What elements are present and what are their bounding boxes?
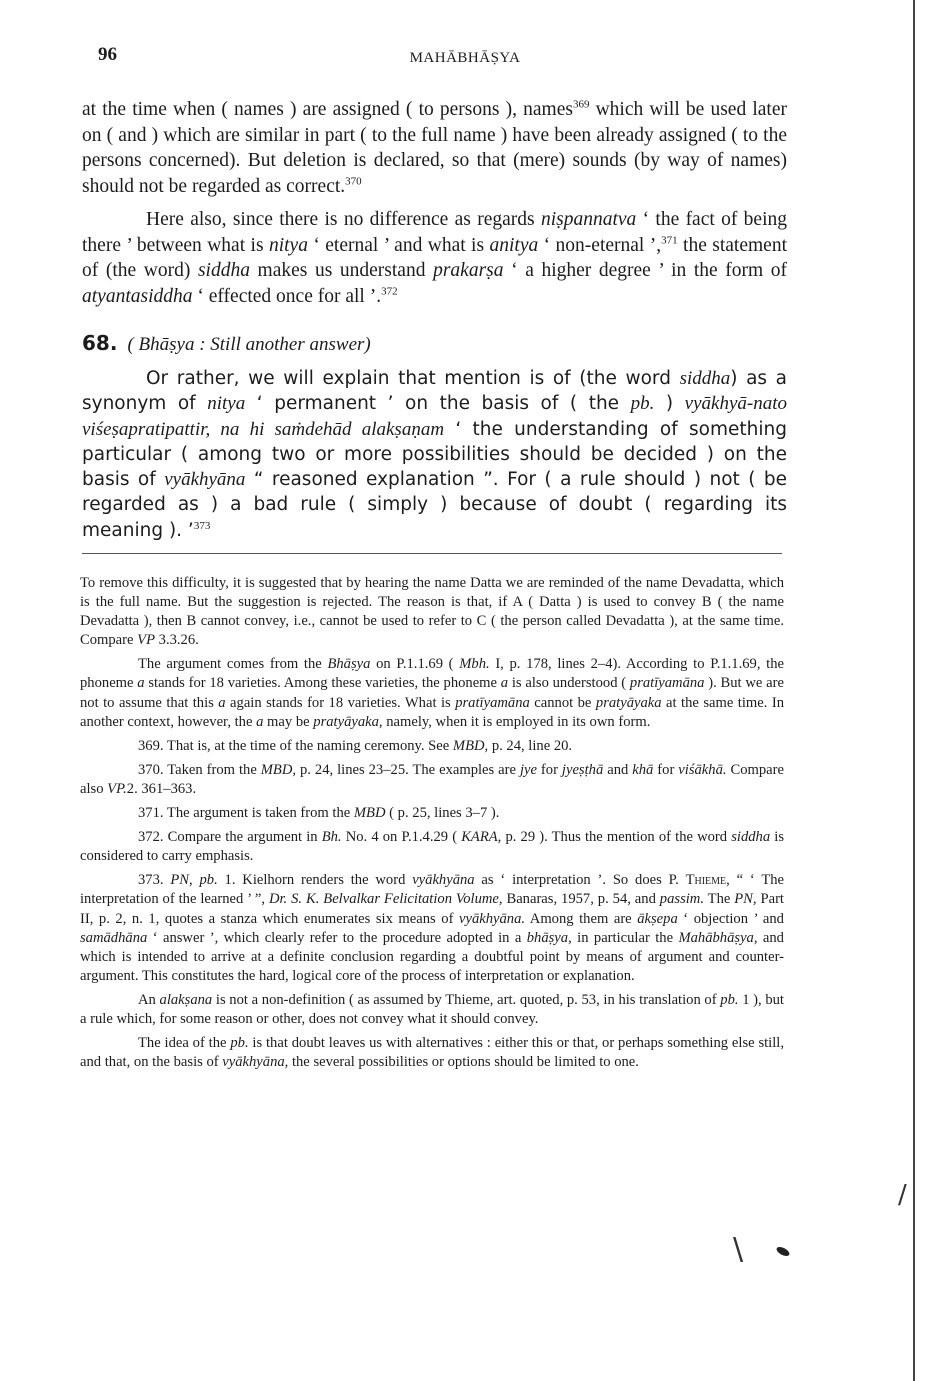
term: pratyāyaka — [595, 694, 662, 711]
text: in particular the — [571, 929, 679, 946]
text: 369. That is, at the time of the naming ceremony. See — [138, 737, 453, 754]
author-name: Thieme — [685, 872, 727, 889]
text: 372. Compare the argument in — [138, 829, 322, 846]
text: and which is intended to arrive at a definite conclusion regarding a doubtful point by means of argument and counter-argument. This constitutes the hard, logical core of the process of interpretation or explanation. — [80, 929, 784, 984]
text: 3.3.26. — [155, 632, 199, 649]
section-number: 68. — [82, 331, 118, 355]
footnote-ref-370: 370 — [345, 175, 362, 187]
text: cannot be — [529, 694, 596, 711]
text: ). But we are not to assume that this — [80, 675, 784, 711]
text: Compare also — [80, 761, 784, 797]
paragraph-1 — [82, 97, 787, 199]
text: namely, when it is employed in its own form. — [382, 713, 651, 730]
term: bhāṣya, — [526, 929, 572, 946]
text: To remove this difficulty, it is suggested that by hearing the name Datta we are reminded of the name Devadatta, which is the full name. But the suggestion is rejected. The reason is that, if A ( Datta ) is used to convey B ( the name Devadatta ), then B cannot convey, i.e., cannot be used to refer to C ( the person called Devadatta ), at the same time. Compare — [80, 575, 784, 649]
text: 2. 361–363. — [126, 780, 197, 797]
text: ( p. 25, lines 3–7 ). — [385, 805, 500, 822]
footnotes — [80, 574, 784, 1077]
term: Mahābhāṣya, — [678, 929, 758, 946]
paragraph-3 — [82, 366, 787, 543]
term: siddha — [679, 368, 731, 389]
footnote-rule — [82, 553, 782, 554]
term: pb. — [230, 1035, 249, 1052]
text: at the same time. In another context, however, the — [80, 694, 784, 730]
text: The idea of the — [138, 1035, 231, 1052]
text: ‘ the fact of being there ’ between what is — [82, 209, 788, 256]
text: , “ ‘ The interpretation of the learned ’ ”, — [80, 872, 785, 908]
term: nitya — [268, 234, 308, 256]
term: a — [218, 694, 226, 711]
term: samādhāna — [80, 929, 148, 946]
term: a — [500, 675, 509, 692]
text: Banaras, 1957, p. 54, and — [502, 891, 660, 908]
text: An — [138, 991, 160, 1008]
term: pratīyamāna — [629, 675, 705, 692]
text: ) as a synonym of — [82, 368, 788, 415]
text: 373. — [138, 872, 171, 889]
text: 1. Kielhorn renders the word — [217, 872, 413, 889]
footnote-373 — [80, 871, 784, 986]
term: PN, — [734, 891, 757, 908]
text: ) — [654, 393, 685, 415]
text: ‘ eternal ’ and what is — [307, 234, 490, 256]
text: The — [704, 891, 735, 908]
scan-margin-line — [913, 0, 915, 1381]
text: p. 29 ). Thus the mention of the word — [501, 829, 732, 846]
text: p. 24, line 20. — [488, 737, 573, 754]
term: pb. — [630, 393, 655, 415]
term: vyākhyāna, — [222, 1054, 289, 1071]
term: Dr. S. K. Belvalkar Felicitation Volume, — [268, 891, 503, 908]
text: is also understood ( — [508, 675, 630, 692]
footnote-370 — [80, 761, 784, 799]
text: is considered to carry emphasis. — [80, 829, 785, 865]
term: vyākhyāna — [412, 872, 475, 889]
text: on P.1.1.69 ( — [370, 656, 460, 673]
section-title: ( Bhāṣya : Still another answer) — [127, 334, 371, 355]
text: ‘ non-eternal ’, — [538, 234, 662, 256]
term: khā — [632, 761, 654, 778]
term: passim. — [659, 891, 704, 908]
term: pratyāyaka, — [313, 713, 383, 730]
section-heading — [82, 331, 787, 356]
footnote-ref-371: 371 — [661, 234, 678, 246]
term: VP. — [107, 780, 127, 797]
text: 1 ), but a rule which, for some reason or other, does not convey what it should convey. — [80, 991, 784, 1027]
term: vyākhyāna — [164, 469, 246, 491]
term: KARA, — [461, 829, 502, 846]
text: the statement of (the word) — [82, 234, 787, 281]
term: siddha — [197, 260, 250, 281]
page-number: 96 — [98, 44, 117, 65]
text: ‘ a higher degree ’ in the form of — [503, 260, 788, 281]
term: nitya — [207, 393, 246, 415]
term: alakṣana — [159, 991, 213, 1008]
text: No. 4 on P.1.4.29 ( — [341, 829, 462, 846]
term: ākṣepa — [637, 910, 678, 927]
term: anitya — [489, 234, 539, 256]
term: a — [256, 713, 264, 730]
term: jyeṣṭhā — [561, 761, 604, 778]
footnote-371 — [80, 804, 784, 823]
scan-mark: / — [898, 1180, 907, 1210]
text: Among them are — [525, 910, 638, 927]
text: ‘ effected once for all ’. — [192, 285, 382, 307]
term: niṣpannatva — [540, 209, 637, 230]
text: makes us understand — [249, 260, 434, 281]
text: and — [603, 761, 633, 778]
term: viśākhā. — [678, 761, 727, 778]
term: Mbh. — [459, 656, 490, 673]
text: ‘ answer ’, which clearly refer to the procedure adopted in a — [147, 929, 527, 946]
running-head: MAHĀBHĀṢYA — [409, 50, 521, 66]
text: Part II, p. 2, n. 1, quotes a stanza which enumerates six means of — [80, 891, 784, 927]
footnote-ref-369: 369 — [572, 98, 590, 111]
footnote-369 — [80, 737, 784, 756]
term: PN, pb. — [170, 872, 218, 889]
term: jye — [519, 761, 537, 778]
text: ‘ permanent ’ on the basis of ( the — [245, 393, 631, 415]
footnote-continuation — [80, 655, 784, 731]
term: pratīyamāna — [455, 694, 530, 711]
term: MBD, — [260, 761, 297, 778]
footnote-373-continued — [80, 1034, 784, 1072]
text: “ reasoned explanation ”. For ( a rule should ) not ( be regarded as ) a bad rule ( simply ) because of doubt ( regarding its meaning ). ’ — [82, 469, 787, 541]
text: The argument comes from the — [138, 656, 328, 673]
footnote-ref-373: 373 — [193, 519, 211, 532]
text: stands for 18 varieties. Among these varieties, the phoneme — [144, 675, 501, 692]
footnote-372 — [80, 828, 784, 866]
text: at the time when ( names ) are assigned ( to persons ), names — [82, 99, 573, 120]
ink-blot — [775, 1245, 791, 1258]
text: which will be used later on ( and ) which are similar in part ( to the full name ) have been already assigned ( to the persons concerned). But deletion is declared, so that (mere) sounds (by way of names) should not be regarded as correct. — [82, 99, 787, 197]
term: a — [137, 675, 145, 692]
text: the several possibilities or options should be limited to one. — [288, 1054, 639, 1071]
text: is not a non-definition ( as assumed by Thieme, art. quoted, p. 53, in his translation of — [212, 991, 721, 1008]
term: vyākhyāna. — [458, 910, 526, 927]
text: ‘ objection ’ and — [677, 910, 784, 927]
term: pb. — [720, 991, 739, 1008]
term: MBD, — [452, 737, 489, 754]
term: atyantasiddha — [82, 285, 193, 307]
term: VP — [137, 632, 155, 649]
term: prakarṣa — [433, 260, 504, 281]
text: for — [536, 761, 562, 778]
term: Bhāṣya — [327, 656, 371, 673]
text: I, p. 178, lines 2–4). According to P.1.1.69, the phoneme — [80, 656, 784, 692]
footnote-continuation — [80, 574, 784, 650]
scan-mark: \ — [733, 1232, 744, 1267]
text: Here also, since there is no difference as regards — [146, 209, 541, 230]
paragraph-2 — [82, 207, 787, 309]
text: p. 24, lines 23–25. The examples are — [296, 761, 520, 778]
text: Or rather, we will explain that mention is of (the word — [146, 368, 680, 389]
term: siddha — [731, 829, 771, 846]
text: may be — [263, 713, 314, 730]
text: as ‘ interpretation ’. So does P. — [474, 872, 686, 889]
text: ‘ the understanding of something particular ( among two or more possibilities should be decided ) on the basis of — [82, 418, 787, 491]
term: MBD — [353, 805, 386, 822]
text: for — [653, 761, 679, 778]
quotation: vyākhyā-nato viśeṣapratipattir, na hi saṁdehād alakṣaṇam — [82, 393, 788, 440]
text: 370. Taken from the — [138, 761, 261, 778]
term: Bh. — [321, 829, 342, 846]
text: again stands for 18 varieties. What is — [225, 694, 456, 711]
footnote-373-continued — [80, 991, 784, 1029]
footnote-ref-372: 372 — [381, 285, 398, 297]
text: is that doubt leaves us with alternatives : either this or that, or perhaps something else still, and that, on the basis of — [80, 1035, 784, 1071]
text: 371. The argument is taken from the — [138, 805, 354, 822]
